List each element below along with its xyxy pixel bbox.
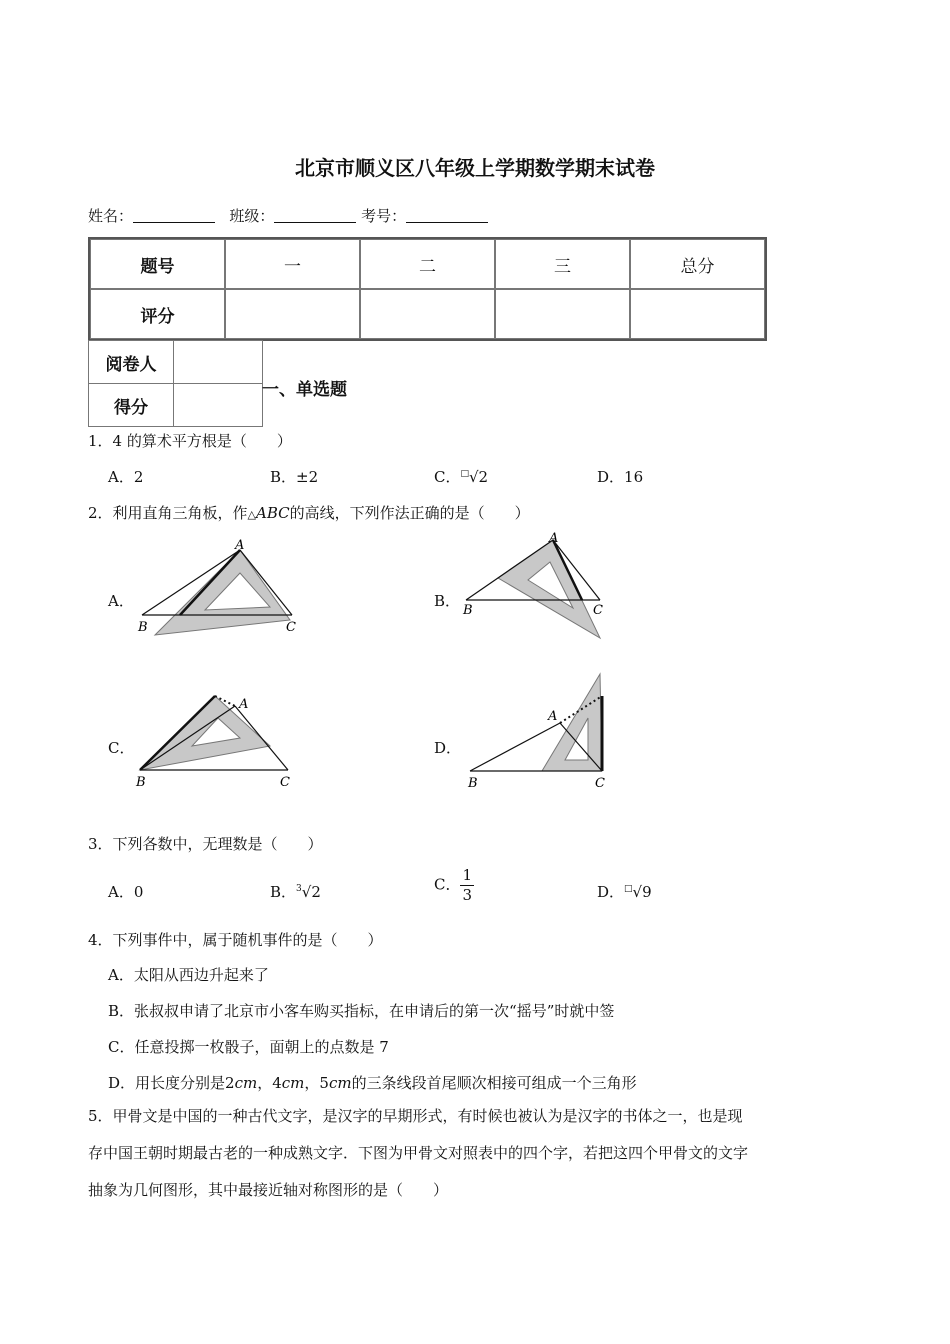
q3-root-index: 3 xyxy=(296,884,302,894)
q4-d-post: 的三条线段首尾顺次相接可组成一个三角形 xyxy=(351,1074,637,1092)
q4-option-a[interactable]: A．太阳从西边升起来了 xyxy=(108,966,269,984)
q1-option-a[interactable]: A．2 xyxy=(108,468,144,486)
label-a: A xyxy=(549,531,559,546)
label-b: B xyxy=(468,776,478,791)
q3-option-b-value: √2 xyxy=(301,883,321,901)
score-row-label: 评分 xyxy=(90,289,225,339)
label-a: A xyxy=(548,709,558,724)
q3-option-a[interactable]: A．0 xyxy=(108,883,144,901)
label-c: C xyxy=(593,603,603,618)
len-1: 2 xyxy=(225,1074,235,1092)
q3-stem: 3．下列各数中，无理数是（ ） xyxy=(88,835,323,853)
class-blank[interactable] xyxy=(274,208,356,223)
score-cell-3[interactable] xyxy=(495,289,630,339)
score-cell-2[interactable] xyxy=(360,289,495,339)
grader-score-cell[interactable] xyxy=(174,384,263,427)
class-label: 班级： xyxy=(229,207,275,225)
q1-option-d[interactable]: D．16 xyxy=(597,468,644,486)
len-2: 4 xyxy=(272,1074,282,1092)
triangle-symbol: △ xyxy=(247,508,257,521)
q1-option-c-label: C． xyxy=(434,468,461,486)
q3-option-b[interactable] xyxy=(270,881,321,902)
label-b: B xyxy=(138,620,148,635)
q2-option-c[interactable]: C． xyxy=(108,739,135,757)
unit-2: cm xyxy=(281,1074,305,1092)
unit-1: cm xyxy=(234,1074,258,1092)
number-blank[interactable] xyxy=(406,208,488,223)
score-cell-1[interactable] xyxy=(225,289,360,339)
score-header-1: 一 xyxy=(225,239,360,289)
q5-line-2: 存中国王朝时期最古老的一种成熟文字．下图为甲骨文对照表中的四个字，若把这四个甲骨文的文字 xyxy=(88,1144,749,1162)
grader-table xyxy=(88,340,263,427)
q2-figure-c xyxy=(130,688,305,793)
q4-option-b[interactable]: B．张叔叔申请了北京市小客车购买指标，在申请后的第一次“摇号”时就中签 xyxy=(108,1002,615,1020)
q2-option-d[interactable]: D． xyxy=(434,739,462,757)
score-header-3: 三 xyxy=(495,239,630,289)
label-b: B xyxy=(136,775,146,790)
fraction-denominator: 3 xyxy=(462,886,473,904)
grader-score-label: 得分 xyxy=(89,384,174,427)
q2-stem-pre: 2．利用直角三角板，作 xyxy=(88,504,248,522)
q2-option-b[interactable]: B． xyxy=(434,592,461,610)
q3-option-d-value: √9 xyxy=(632,883,652,901)
q5-stem xyxy=(88,1098,868,1209)
unit-3: cm xyxy=(328,1074,352,1092)
q5-line-1: 5．甲骨文是中国的一种古代文字，是汉字的早期形式，有时候也被认为是汉字的书体之一，也是现 xyxy=(88,1107,743,1125)
q1-root-index: □ xyxy=(460,469,469,479)
q2-figure-b xyxy=(458,530,613,640)
score-table xyxy=(88,237,767,341)
label-c: C xyxy=(595,776,605,791)
name-label: 姓名： xyxy=(88,207,134,225)
q2-stem-abc: ABC xyxy=(256,504,290,522)
q4-stem: 4．下列事件中，属于随机事件的是（ ） xyxy=(88,931,383,949)
q4-option-d[interactable]: D．用长度分别是2cm，4cm，5cm的三条线段首尾顺次相接可组成一个三角形 xyxy=(108,1074,637,1092)
q4-d-pre: D．用长度分别是 xyxy=(108,1074,226,1092)
label-a: A xyxy=(239,697,249,712)
q3-option-d-label: D． xyxy=(597,883,625,901)
score-cell-total[interactable] xyxy=(630,289,765,339)
q5-line-3: 抽象为几何图形，其中最接近轴对称图形的是（ ） xyxy=(88,1181,449,1199)
q1-option-c-value: √2 xyxy=(469,468,489,486)
label-c: C xyxy=(280,775,290,790)
label-b: B xyxy=(463,603,473,618)
name-blank[interactable] xyxy=(133,208,215,223)
q3-option-b-label: B． xyxy=(270,883,297,901)
q2-figure-a xyxy=(130,535,310,640)
q1-option-c[interactable] xyxy=(434,466,488,487)
student-info xyxy=(88,205,488,226)
q2-figure-d xyxy=(460,668,615,793)
number-label: 考号： xyxy=(361,207,407,225)
fraction xyxy=(460,868,474,903)
q1-option-b[interactable]: B．±2 xyxy=(270,468,319,486)
len-3: 5 xyxy=(319,1074,329,1092)
q1-stem: 1．4 的算术平方根是（ ） xyxy=(88,432,292,450)
q3-option-c-label: C． xyxy=(434,875,461,894)
score-header-total: 总分 xyxy=(630,239,765,289)
grader-cell[interactable] xyxy=(174,341,263,384)
q3-option-c[interactable] xyxy=(434,868,474,903)
score-header-2: 二 xyxy=(360,239,495,289)
section-heading: 一、单选题 xyxy=(262,380,347,400)
grader-label: 阅卷人 xyxy=(89,341,174,384)
label-a: A xyxy=(235,538,245,553)
q4-option-c[interactable]: C．任意投掷一枚骰子，面朝上的点数是 7 xyxy=(108,1038,389,1056)
q3-option-d[interactable] xyxy=(597,881,652,902)
page-title: 北京市顺义区八年级上学期数学期末试卷 xyxy=(295,156,655,180)
q3-d-root-index: □ xyxy=(624,884,633,894)
q2-stem xyxy=(88,502,530,523)
q2-stem-post: 的高线，下列作法正确的是（ ） xyxy=(289,504,530,522)
q2-option-a[interactable]: A． xyxy=(108,592,134,610)
label-c: C xyxy=(286,620,296,635)
fraction-numerator: 1 xyxy=(462,866,473,884)
score-header-label: 题号 xyxy=(90,239,225,289)
